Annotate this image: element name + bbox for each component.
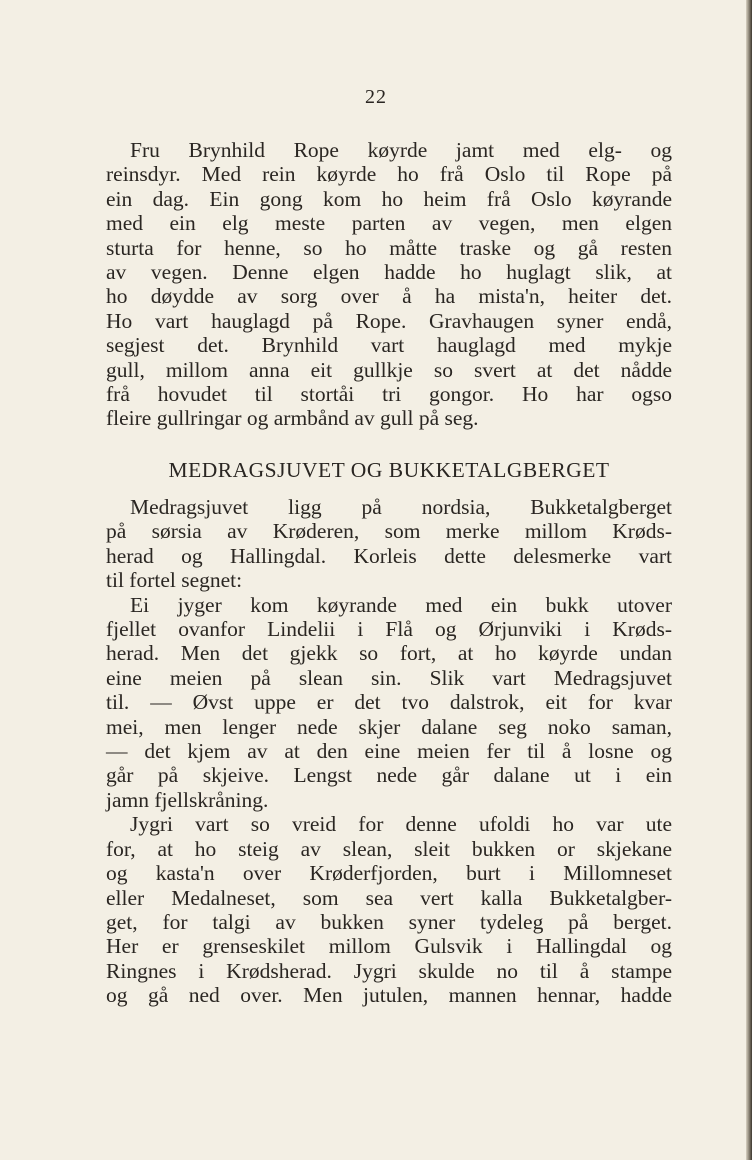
text-line: går på skjeive. Lengst nede går dalane ut i ein (106, 763, 672, 788)
text-line: til fortel segnet: (106, 568, 243, 593)
text-line: med ein elg meste parten av vegen, men elgen (106, 211, 672, 236)
text-line: get, for talgi av bukken syner tydeleg på berget. (106, 909, 672, 934)
text-line: Her er grenseskilet millom Gulsvik i Hallingdal og (106, 934, 672, 959)
text-line: jamn fjellskråning. (106, 787, 269, 812)
text-line: eller Medalneset, som sea vert kalla Bukketalgber- (106, 885, 672, 910)
text-line: herad. Men det gjekk so fort, at ho køyrde undan (106, 641, 672, 666)
text-line: Medragsjuvet ligg på nordsia, Bukketalgberget (130, 495, 672, 519)
text-line: og gå ned over. Men jutulen, mannen hennar, hadde (106, 983, 672, 1008)
text-line: for, at ho steig av slean, sleit bukken or skjekane (106, 836, 672, 861)
text-line: Ringnes i Krødsherad. Jygri skulde no til å stampe (106, 958, 672, 983)
section-body (106, 495, 672, 1008)
text-line: ein dag. Ein gong kom ho heim frå Oslo køyrande (106, 186, 672, 211)
page-number: 22 (365, 86, 387, 108)
text-line: fleire gullringar og armbånd av gull på seg. (106, 406, 479, 431)
text-line: herad og Hallingdal. Korleis dette delesmerke vart (106, 543, 672, 568)
text-line: Fru Brynhild Rope køyrde jamt med elg- og (130, 138, 672, 162)
text-line: sturta for henne, so ho måtte traske og gå resten (106, 235, 672, 260)
text-line: ho døydde av sorg over å ha mista'n, heiter det. (106, 284, 672, 309)
page-edge-shadow (746, 0, 752, 1160)
text-line: på sørsia av Krøderen, som merke millom Krøds- (106, 519, 672, 544)
text-line: av vegen. Denne elgen hadde ho huglagt slik, at (106, 260, 672, 285)
text-line: til. — Øvst uppe er det tvo dalstrok, eit for kvar (106, 690, 672, 715)
text-line: frå hovudet til stortåi tri gongor. Ho har ogso (106, 382, 672, 407)
text-line: og kasta'n over Krøderfjorden, burt i Millomneset (106, 861, 672, 886)
text-line: mei, men lenger nede skjer dalane seg noko saman, (106, 714, 672, 739)
text-line: eine meien på slean sin. Slik vart Medragsjuvet (106, 665, 672, 690)
text-line: Ei jyger kom køyrande med ein bukk utover (130, 592, 672, 617)
text-line: reinsdyr. Med rein køyrde ho frå Oslo til Rope på (106, 162, 672, 187)
text-line: Jygri vart so vreid for denne ufoldi ho var ute (130, 812, 672, 837)
text-line: gull, millom anna eit gullkje so svert at det nådde (106, 357, 672, 382)
text-line: Ho vart hauglagd på Rope. Gravhaugen syner endå, (106, 308, 672, 333)
text-line: fjellet ovanfor Lindelii i Flå og Ørjunviki i Krøds- (106, 617, 672, 642)
section-heading: MEDRAGSJUVET OG BUKKETALGBERGET (168, 458, 610, 482)
paragraph-brynhild (106, 138, 672, 431)
text-line: segjest det. Brynhild vart hauglagd med mykje (106, 333, 672, 358)
text-line: — det kjem av at den eine meien fer til å losne og (106, 739, 672, 764)
